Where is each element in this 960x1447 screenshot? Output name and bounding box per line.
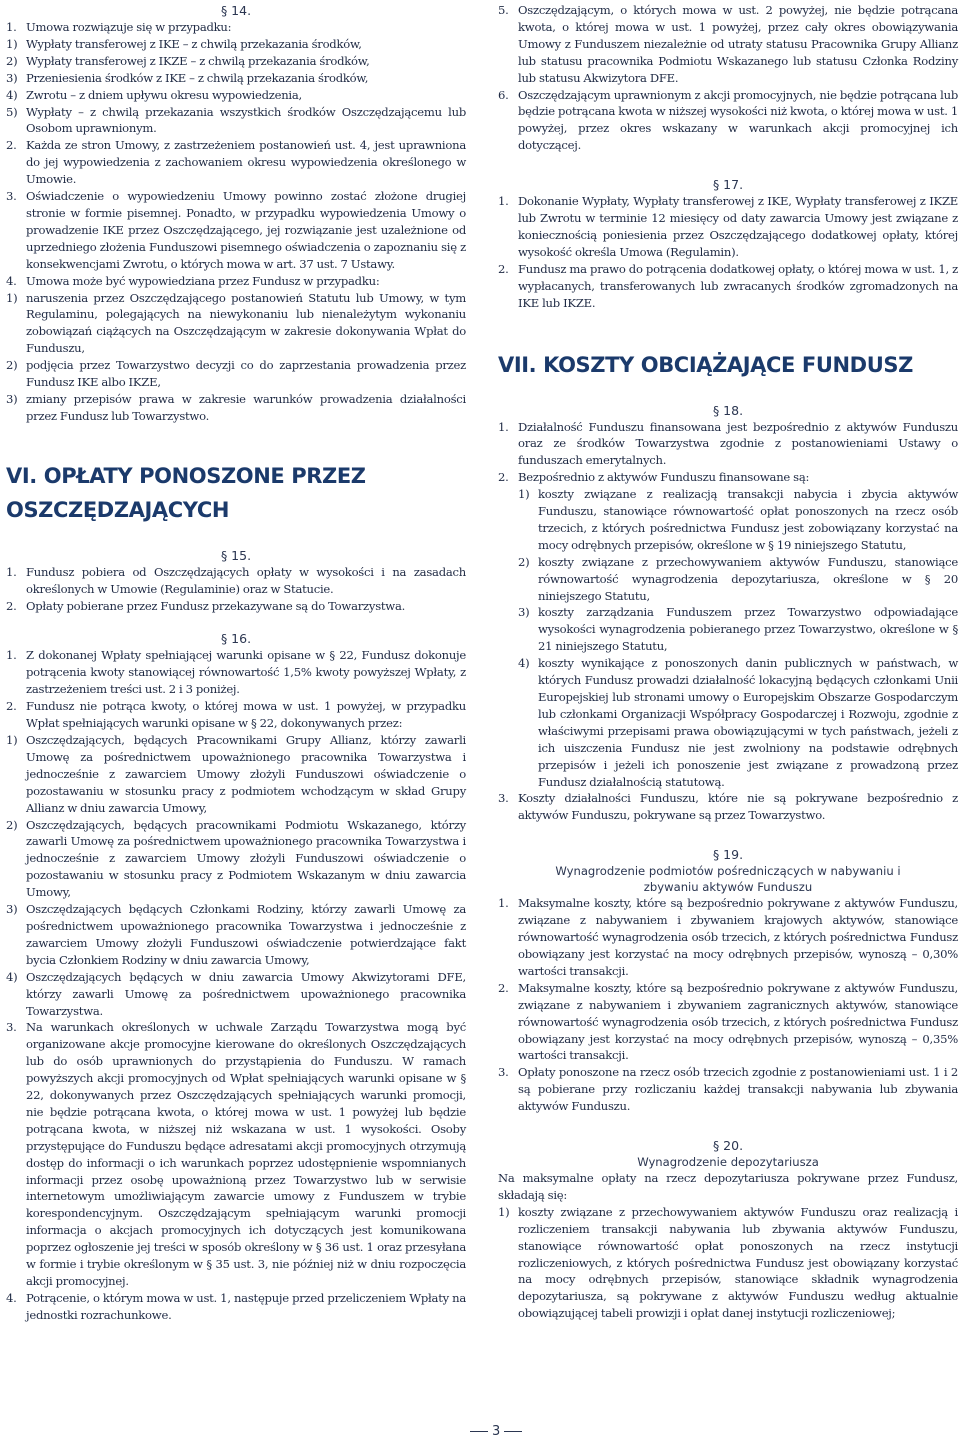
s14-item-1: 1. Umowa rozwiązuje się w przypadku:: [6, 20, 232, 34]
s19-item-2: 2. Maksymalne koszty, które są bezpośrednio pokrywane z aktywów Funduszu, związane z nabywaniem i zbywaniem zagranicznych aktywów, stanowiące równowartość wynagrodzenia osób trzecich, z których pośrednictwa Fundusz obowiązany jest korzystać na mocy odrębnych przepisów, wynoszą – 0,35% wartości transakcji.: [498, 980, 958, 1063]
section-15-number: § 15.: [220, 547, 252, 563]
s14-1-sub-3: 3) Przeniesienia środków z IKE – z chwilą przekazania środków,: [6, 70, 369, 85]
s14-1-sub-1: 1) Wypłaty transferowej z IKE – z chwilą przekazania środków,: [6, 36, 362, 51]
page-number: 3: [492, 1424, 501, 1439]
s16-item-5: 5. Oszczędzającym, o których mowa w ust. 2 powyżej, nie będzie potrącana kwota, o której mowa w ust. 1 powyżej, przez cały okres obowiązywania Umowy z Funduszem niezależnie od utraty statusu Pracownika Grupy Allianz lub statusu pracownika Podmiotu Wskazanego lub statusu Członka Rodziny lub statusu Akwizytora DFE.: [498, 3, 958, 85]
footer-dash-left: [470, 1431, 488, 1433]
section-18-number: § 18.: [712, 402, 744, 418]
s14-4-sub-1: 1) naruszenia przez Oszczędzającego postanowień Statutu lub Umowy, w tym Regulaminu, polegających na niewykonaniu lub nienależytym wykonaniu zobowiązań ciążących na Oszczędzającym w zakresie dokonywania Wpłat do Funduszu,: [6, 290, 466, 356]
section-19-title: Wynagrodzenie podmiotów pośredniczących w nabywaniu i zbywaniu aktywów Funduszu: [555, 864, 901, 895]
s16-item-6: 6. Oszczędzającym uprawnionym z akcji promocyjnych, nie będzie potrącana lub będzie potrącana kwota w niższej wysokości niż kwota, o której mowa w ust. 1 powyżej, przez okres wskazany w warunkach akcji promocyjnej ich dotyczącej.: [498, 87, 958, 153]
section-20-number: § 20.: [712, 1138, 744, 1154]
chapter-vi-heading: VI. OPŁATY PONOSZONE PRZEZ OSZCZĘDZAJĄCYCH: [6, 463, 366, 522]
section-14-number: § 14.: [220, 3, 252, 18]
s16-2-sub-4: 4) Oszczędzających będących w dniu zawarcia Umowy Akwizytorami DFE, którzy zawarli Umowę za pośrednictwem upoważnionego pracownika Towarzystwa.: [6, 969, 466, 1018]
s18-item-3: 3. Koszty działalności Funduszu, które nie są pokrywane bezpośrednio z aktywów Funduszu, pokrywane są przez Towarzystwo.: [498, 791, 958, 823]
s20-intro: Na maksymalne opłaty na rzecz depozytariusza pokrywane przez Fundusz, składają się:: [498, 1171, 958, 1202]
s18-2-sub-2: 2) koszty związane z przechowywaniem aktywów Funduszu, stanowiące równowartość wynagrodzenia depozytariusza, określone w § 20 niniejszego Statutu,: [518, 554, 958, 603]
s16-2-sub-1: 1) Oszczędzających, będących Pracownikami Grupy Allianz, którzy zawarli Umowę za pośrednictwem upoważnionego pracownika Towarzystwa i jednocześnie z zawarciem Umowy złożyli Funduszowi oświadczenie o pozostawaniu w stosunku pracy z podmiotem wchodzącym w skład Grupy Allianz w dniu zawarcia Umowy,: [6, 733, 466, 815]
section-16-number: § 16.: [220, 631, 252, 647]
s14-item-4: 4. Umowa może być wypowiedziana przez Fundusz w przypadku:: [6, 273, 380, 288]
section-17-number: § 17.: [712, 177, 744, 193]
s14-1-sub-2: 2) Wypłaty transferowej z IKZE – z chwilą przekazania środków,: [6, 53, 370, 68]
s16-2-sub-2: 2) Oszczędzających, będących pracownikami Podmiotu Wskazanego, którzy zawarli Umowę za pośrednictwem upoważnionego pracownika Towarzystwa i jednocześnie z zawarciem Umowy złożyli Funduszowi oświadczenie o pozostawaniu w stosunku pracy z Podmiotem Wskazanym w dniu zawarcia Umowy,: [6, 817, 466, 900]
right-column: [498, 0, 958, 1322]
s17-item-1: 1. Dokonanie Wypłaty, Wypłaty transferowej z IKE, Wypłaty transferowej z IKZE lub Zwrotu w terminie 12 miesięcy od daty zawarcia Umowy jest związane z koniecznością poniesienia przez Oszczędzającego dodatkowej opłaty, której wysokość określa Umowa (Regulamin).: [498, 194, 958, 259]
page-footer: [466, 1424, 526, 1439]
footer-dash-right: [504, 1431, 522, 1433]
s19-item-3: 3. Opłaty ponoszone na rzecz osób trzecich zgodnie z postanowieniami ust. 1 i 2 są pobierane przy rozliczaniu każdej transakcji nabywania lub zbywania aktywów Funduszu.: [498, 1065, 958, 1114]
s14-item-2: 2. Każda ze stron Umowy, z zastrzeżeniem postanowień ust. 4, jest uprawniona do jej wypowiedzenia z zachowaniem okresu wypowiedzenia określonego w Umowie.: [6, 138, 466, 187]
s14-1-sub-5: 5) Wypłaty – z chwilą przekazania wszystkich środków Oszczędzającemu lub Osobom uprawnionym.: [6, 104, 466, 136]
s15-item-1: 1. Fundusz pobiera od Oszczędzających opłaty w wysokości i na zasadach określonych w Umowie (Regulaminie) oraz w Statucie.: [6, 564, 466, 596]
s16-item-2: 2. Fundusz nie potrąca kwoty, o której mowa w ust. 1 powyżej, w przypadku Wpłat spełniających warunki opisane w § 22, dokonywanych przez:: [6, 699, 466, 731]
s16-item-3: 3. Na warunkach określonych w uchwale Zarządu Towarzystwa mogą być organizowane akcje promocyjne kierowane do określonych Oszczędzających lub do osób uprawnionych do przystąpienia do Funduszu. W ramach powyższych akcji promocyjnych od Wpłat spełniających warunki opisane w § 22, dokonywanych przez Oszczędzających spełniających warunki promocji, nie będzie potrącana kwota, o której mowa w ust. 1 powyżej lub będzie potrącana kwota, w niższej niż wskazana w ust. 1 wysokości. Osoby przystępujące do Funduszu będące adresatami akcji promocyjnych otrzymują dostęp do informacji o ich warunkach poprzez udostępnienie wspomnianych informacji przez osobę upoważnioną przez Towarzystwo lub w serwisie internetowym umożliwiającym zawarcie umowy z Funduszem w trybie korespondencyjnym. Oszczędzającym spełniającym warunki promocji informacja o akcjach promocyjnych ich dotyczących jest komunikowana poprzez ogłoszenie jej treści w sposób określony w § 36 ust. 1 oraz przesyłana w formie i trybie określonym w § 35 ust. 3, nie później niż w dniu rozpoczęcia akcji promocyjnej.: [6, 1020, 466, 1288]
s16-item-4: 4. Potrącenie, o którym mowa w ust. 1, następuje przed przeliczeniem Wpłaty na jednostki rozrachunkowe.: [6, 1290, 466, 1322]
s14-1-sub-4: 4) Zwrotu – z dniem upływu okresu wypowiedzenia,: [6, 87, 302, 102]
s14-4-sub-3: 3) zmiany przepisów prawa w zakresie warunków prowadzenia działalności przez Fundusz lub Towarzystwo.: [6, 391, 466, 423]
s18-2-sub-4: 4) koszty wynikające z ponoszonych danin publicznych w państwach, w których Fundusz prowadzi działalność lokacyjną będących członkami Unii Europejskiej lub stronami umowy o Europejskim Obszarze Gospodarczym lub członkami Organizacji Współpracy Gospodarczej i Rozwoju, zgodnie z właściwymi przepisami prawa obowiązującymi w tych państwach, jeżeli z ich uiszczenia Fundusz nie jest zwolniony na podstawie odrębnych przepisów i jeżeli ich ponoszenie jest związane z prowadzoną przez Fundusz działalnością statutową.: [518, 656, 958, 789]
s14-item-3: 3. Oświadczenie o wypowiedzeniu Umowy powinno zostać złożone drugiej stronie w formie pisemnej. Ponadto, w przypadku wypowiedzenia Umowy o prowadzenie IKE przez Oszczędzającego, jej rozwiązanie jest uzależnione od uprzedniego złożenia Funduszowi pisemnego oświadczenia o zapoznaniu się z konsekwencjami Zwrotu, o których mowa w art. 37 ust. 7 Ustawy.: [6, 189, 466, 271]
s17-item-2: 2. Fundusz ma prawo do potrącenia dodatkowej opłaty, o której mowa w ust. 1, z wypłacanych, transferowanych lub zwracanych środków zgromadzonych na IKE lub IKZE.: [498, 261, 958, 310]
chapter-vii-heading: VII. KOSZTY OBCIĄŻAJĄCE FUNDUSZ: [498, 352, 913, 377]
section-20-title: Wynagrodzenie depozytariusza: [637, 1155, 819, 1170]
s18-item-1: 1. Działalność Funduszu finansowana jest bezpośrednio z aktywów Funduszu oraz ze środków Towarzystwa zgodnie z postanowieniami Ustawy o funduszach emerytalnych.: [498, 419, 958, 468]
s16-item-1: 1. Z dokonanej Wpłaty spełniającej warunki opisane w § 22, Fundusz dokonuje potrącenia kwoty stanowiącej równowartość 1,5% kwoty powyższej Wpłaty, z zastrzeżeniem treści ust. 2 i 3 poniżej.: [6, 648, 466, 697]
left-column: [6, 0, 466, 1324]
s19-item-1: 1. Maksymalne koszty, które są bezpośrednio pokrywane z aktywów Funduszu, związane z nabywaniem i zbywaniem krajowych aktywów, stanowiące równowartość wynagrodzenia osób trzecich, z których pośrednictwa Fundusz obowiązany jest korzystać na mocy odrębnych przepisów, wynoszą – 0,30% wartości transakcji.: [498, 896, 958, 978]
s18-2-sub-1: 1) koszty związane z realizacją transakcji nabycia i zbycia aktywów Funduszu, stanowiące równowartość opłat ponoszonych na rzecz osób trzecich, z których pośrednictwa Fundusz jest zobowiązany korzystać na mocy odrębnych przepisów, określone w § 19 niniejszego Statutu,: [518, 487, 958, 552]
s18-2-sub-3: 3) koszty zarządzania Funduszem przez Towarzystwo odpowiadające wysokości wynagrodzenia pobieranego przez Towarzystwo, określone w § 21 niniejszego Statutu,: [518, 605, 958, 654]
section-19-number: § 19.: [712, 847, 744, 863]
s16-2-sub-3: 3) Oszczędzających będących Członkami Rodziny, którzy zawarli Umowę za pośrednictwem upoważnionego pracownika Towarzystwa i jednocześnie z zawarciem Umowy złożyli Funduszowi oświadczenie potwierdzające fakt bycia Członkiem Rodziny w dniu zawarcia Umowy,: [6, 902, 466, 967]
s14-4-sub-2: 2) podjęcia przez Towarzystwo decyzji co do zaprzestania prowadzenia przez Fundusz IKE albo IKZE,: [6, 358, 466, 390]
s20-sub-1: 1) koszty związane z przechowywaniem aktywów Funduszu oraz realizacją i rozliczeniem transakcji nabywania lub zbywania aktywów Funduszu, stanowiące równowartość opłat ponoszonych na rzecz instytucji rozliczeniowych, z których pośrednictwa Fundusz jest obowiązany korzystać na mocy odrębnych przepisów, stanowiące składnik wynagrodzenia depozytariusza, są pokrywane z aktywów Funduszu według aktualnie obowiązującej tabeli prowizji i opłat danej instytucji rozliczeniowej;: [498, 1204, 958, 1321]
s18-item-2: 2. Bezpośrednio z aktywów Funduszu finansowane są:: [498, 470, 810, 485]
s15-item-2: 2. Opłaty pobierane przez Fundusz przekazywane są do Towarzystwa.: [6, 598, 406, 613]
